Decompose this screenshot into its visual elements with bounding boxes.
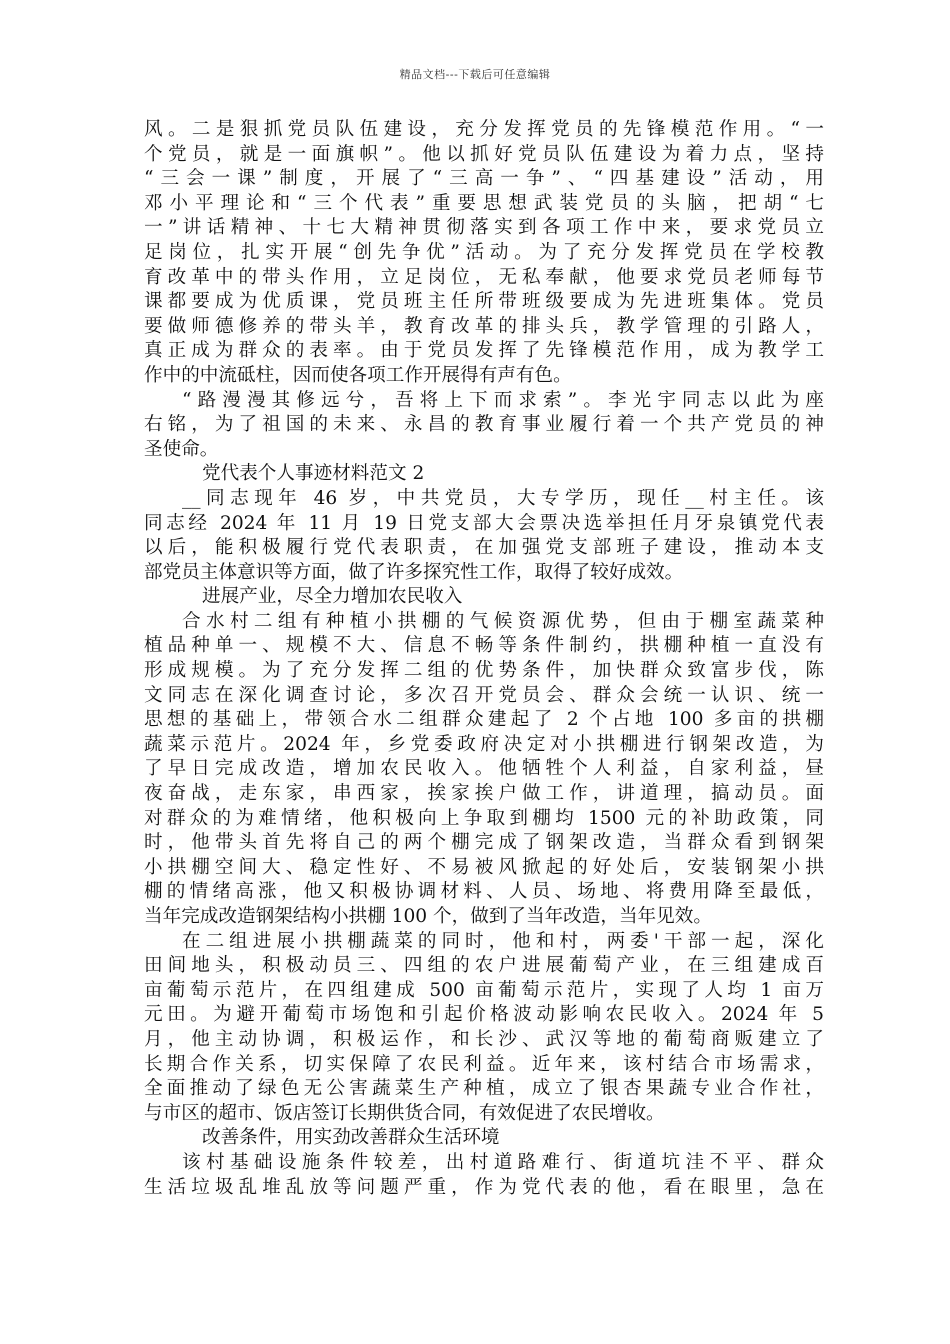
document-body xyxy=(144,118,824,1200)
section-heading: 改善条件，用实劲改善群众生活环境 xyxy=(202,1127,500,1149)
text-line: 全面推动了绿色无公害蔬菜生产种植，成立了银杏果蔬专业合作社， xyxy=(144,1078,824,1100)
text-line: 同志经 2024 年 11 月 19 日党支部大会票决选举担任月牙泉镇党代表 xyxy=(144,512,824,534)
page-header: 精品文档---下载后可任意编辑 xyxy=(399,68,551,81)
text-line: 合水村二组有种植小拱棚的气候资源优势，但由于棚室蔬菜种 xyxy=(182,610,824,632)
text-line: 真正成为群众的表率。由于党员发挥了先锋模范作用，成为教学工 xyxy=(144,340,824,362)
text-line: 元田。为避开葡萄市场饱和引起价格波动影响农民收入。2024 年 5 xyxy=(144,1004,824,1026)
text-line: 对群众的为难情绪，他积极向上争取到棚均 1500 元的补助政策，同 xyxy=(144,807,824,829)
text-line: 作中的中流砥柱，因而使各项工作开展得有声有色。 xyxy=(144,364,572,386)
text-line: 课都要成为优质课，党员班主任所带班级要成为先进班集体。党员 xyxy=(144,291,824,313)
text-line: 要做师德修养的带头羊，教育改革的排头兵，教学管理的引路人， xyxy=(144,315,824,337)
text-line: 邓小平理论和“三个代表”重要思想武装党员的头脑，把胡“七 xyxy=(144,192,824,214)
text-line: 右铭，为了祖国的未来、永昌的教育事业履行着一个共产党员的神 xyxy=(144,414,824,436)
text-line: 风。二是狠抓党员队伍建设，充分发挥党员的先锋模范作用。“一 xyxy=(144,119,824,140)
text-line: 文同志在深化调查讨论，多次召开党员会、群众会统一认识、统一 xyxy=(144,684,824,706)
text-line: 了早日完成改造，增加农民收入。他牺牲个人利益，自家利益，昼 xyxy=(144,758,824,780)
text-line: 长期合作关系，切实保障了农民利益。近年来，该村结合市场需求， xyxy=(144,1053,824,1075)
text-line: 以后，能积极履行党代表职责，在加强党支部班子建设，推动本支 xyxy=(144,537,824,559)
section-heading: 党代表个人事迹材料范文 2 xyxy=(202,463,425,485)
text-line: 个党员，就是一面旗帜”。他以抓好党员队伍建设为着力点，坚持 xyxy=(144,143,824,165)
text-line: 思想的基础上，带领合水二组群众建起了 2 个占地 100 多亩的拱棚 xyxy=(144,709,824,731)
text-line: “路漫漫其修远兮，吾将上下而求索”。李光宇同志以此为座 xyxy=(182,389,824,411)
section-heading: 进展产业，尽全力增加农民收入 xyxy=(202,586,463,608)
text-line: 该村基础设施条件较差，出村道路难行、街道坑洼不平、群众 xyxy=(182,1151,824,1173)
text-line: 时，他带头首先将自己的两个棚完成了钢架改造，当群众看到钢架 xyxy=(144,832,824,854)
text-line: 蔬菜示范片。2024 年，乡党委政府决定对小拱棚进行钢架改造，为 xyxy=(144,733,824,755)
text-line: 足岗位，扎实开展“创先争优”活动。为了充分发挥党员在学校教 xyxy=(144,241,824,263)
text-line: 植品种单一、规模不大、信息不畅等条件制约，拱棚种植一直没有 xyxy=(144,635,824,657)
text-line: “三会一课”制度，开展了“三高一争”、“四基建设”活动，用 xyxy=(144,168,824,190)
text-line: 当年完成改造钢架结构小拱棚 100 个，做到了当年改造，当年见效。 xyxy=(144,906,712,927)
text-line: 在二组进展小拱棚蔬菜的同时，他和村，两委'干部一起，深化 xyxy=(182,930,824,952)
text-line: 与市区的超市、饭店签订长期供货合同，有效促进了农民增收。 xyxy=(144,1102,665,1124)
text-line: 亩葡萄示范片，在四组建成 500 亩葡萄示范片，实现了人均 1 亩万 xyxy=(144,979,824,1001)
text-line: 棚的情绪高涨，他又积极协调材料、人员、场地、将费用降至最低， xyxy=(144,881,824,903)
text-line: 生活垃圾乱堆乱放等问题严重，作为党代表的他，看在眼里，急在 xyxy=(144,1176,824,1198)
text-line: 田间地头，积极动员三、四组的农户进展葡萄产业，在三组建成百 xyxy=(144,955,824,977)
text-line: 夜奋战，走东家，串西家，挨家挨户做工作，讲道理，搞动员。面 xyxy=(144,783,824,805)
text-line: 月，他主动协调，积极运作，和长沙、武汉等地的葡萄商贩建立了 xyxy=(144,1028,824,1050)
text-line: 一”讲话精神、十七大精神贯彻落实到各项工作中来，要求党员立 xyxy=(144,217,824,239)
text-line: 形成规模。为了充分发挥二组的优势条件，加快群众致富步伐，陈 xyxy=(144,660,824,682)
text-line: 育改革中的带头作用，立足岗位，无私奉献，他要求党员老师每节 xyxy=(144,266,824,288)
text-line: 小拱棚空间大、稳定性好、不易被风掀起的好处后，安装钢架小拱 xyxy=(144,856,824,878)
text-line: 圣使命。 xyxy=(144,438,219,460)
text-line: __同志现年 46 岁，中共党员，大专学历，现任__村主任。该 xyxy=(182,487,824,509)
text-line: 部党员主体意识等方面，做了许多探究性工作，取得了较好成效。 xyxy=(144,561,684,583)
